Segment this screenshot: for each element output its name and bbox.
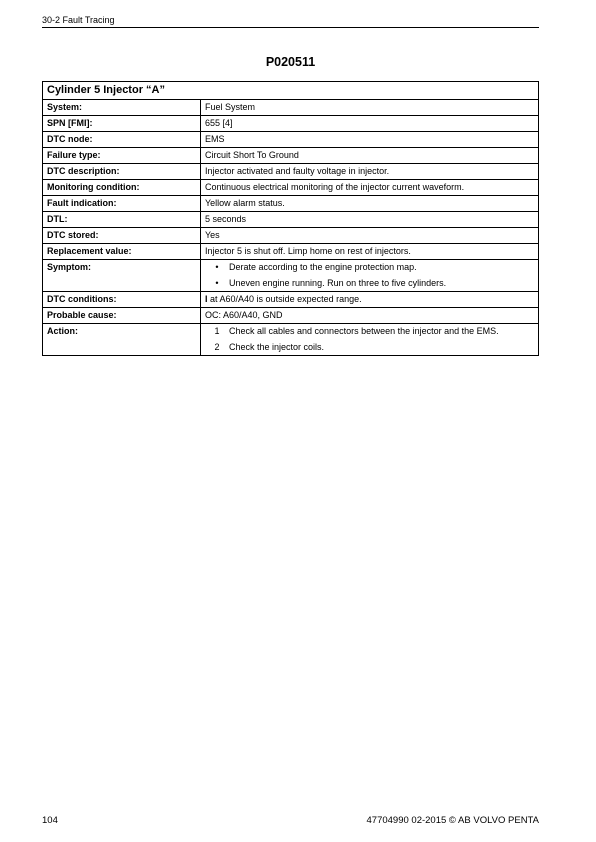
row-value: 5 seconds xyxy=(201,212,539,228)
page-number: 104 xyxy=(42,815,58,826)
symptom-list xyxy=(201,260,539,292)
symptom-label: Symptom: xyxy=(43,260,201,292)
row-label: DTC description: xyxy=(43,164,201,180)
table-row xyxy=(43,244,539,260)
dtc-conditions-label: DTC conditions: xyxy=(43,292,201,308)
table-row xyxy=(43,212,539,228)
row-value: Continuous electrical monitoring of the injector current waveform. xyxy=(201,180,539,196)
document-reference: 47704990 02-2015 © AB VOLVO PENTA xyxy=(366,815,539,826)
table-row xyxy=(43,228,539,244)
dtc-conditions-row xyxy=(43,292,539,308)
row-label: Fault indication: xyxy=(43,196,201,212)
action-list xyxy=(201,324,539,356)
list-item xyxy=(205,276,534,292)
row-label: Replacement value: xyxy=(43,244,201,260)
table-row xyxy=(43,148,539,164)
symptom-row xyxy=(43,260,539,292)
action-row xyxy=(43,324,539,356)
row-label: DTL: xyxy=(43,212,201,228)
probable-cause-row xyxy=(43,308,539,324)
dtc-table xyxy=(42,81,539,356)
row-label: Monitoring condition: xyxy=(43,180,201,196)
symptom-text: Derate according to the engine protection map. xyxy=(229,262,417,272)
row-value: Circuit Short To Ground xyxy=(201,148,539,164)
table-row xyxy=(43,180,539,196)
row-value: 655 [4] xyxy=(201,116,539,132)
running-header: 30-2 Fault Tracing xyxy=(42,14,539,28)
symptom-text: Uneven engine running. Run on three to five cylinders. xyxy=(229,277,447,288)
table-row xyxy=(43,164,539,180)
probable-cause-value: OC: A60/A40, GND xyxy=(201,308,539,324)
row-value: Yes xyxy=(201,228,539,244)
dtc-code: P020511 xyxy=(265,55,316,69)
table-title-blank xyxy=(201,82,539,100)
table-title: Cylinder 5 Injector “A” xyxy=(43,82,201,100)
dtc-conditions-text: at A60/A40 is outside expected range. xyxy=(207,294,362,304)
dtc-conditions-value xyxy=(201,292,539,308)
probable-cause-label: Probable cause: xyxy=(43,308,201,324)
row-label: DTC node: xyxy=(43,132,201,148)
list-item xyxy=(205,324,534,340)
bullet: • xyxy=(215,262,219,272)
list-item xyxy=(205,260,534,276)
row-label: System: xyxy=(43,100,201,116)
row-label: Failure type: xyxy=(43,148,201,164)
action-label: Action: xyxy=(43,324,201,356)
step-text: Check all cables and connectors between the injector and the EMS. xyxy=(229,326,499,336)
row-label: SPN [FMI]: xyxy=(43,116,201,132)
table-title-row xyxy=(43,82,539,100)
step-text: Check the injector coils. xyxy=(229,341,325,352)
step-number: 2 xyxy=(214,341,220,352)
table-row xyxy=(43,116,539,132)
table-row xyxy=(43,100,539,116)
row-value: Yellow alarm status. xyxy=(201,196,539,212)
row-value: Injector 5 is shut off. Limp home on rest of injectors. xyxy=(201,244,539,260)
current-symbol: I xyxy=(205,294,208,304)
row-value: Injector activated and faulty voltage in injector. xyxy=(201,164,539,180)
bullet: • xyxy=(215,277,219,288)
row-value: Fuel System xyxy=(201,100,539,116)
dtc-code-heading xyxy=(42,55,539,69)
step-number: 1 xyxy=(214,326,220,336)
row-value: EMS xyxy=(201,132,539,148)
table-row xyxy=(43,196,539,212)
table-row xyxy=(43,132,539,148)
list-item xyxy=(205,340,534,356)
row-label: DTC stored: xyxy=(43,228,201,244)
